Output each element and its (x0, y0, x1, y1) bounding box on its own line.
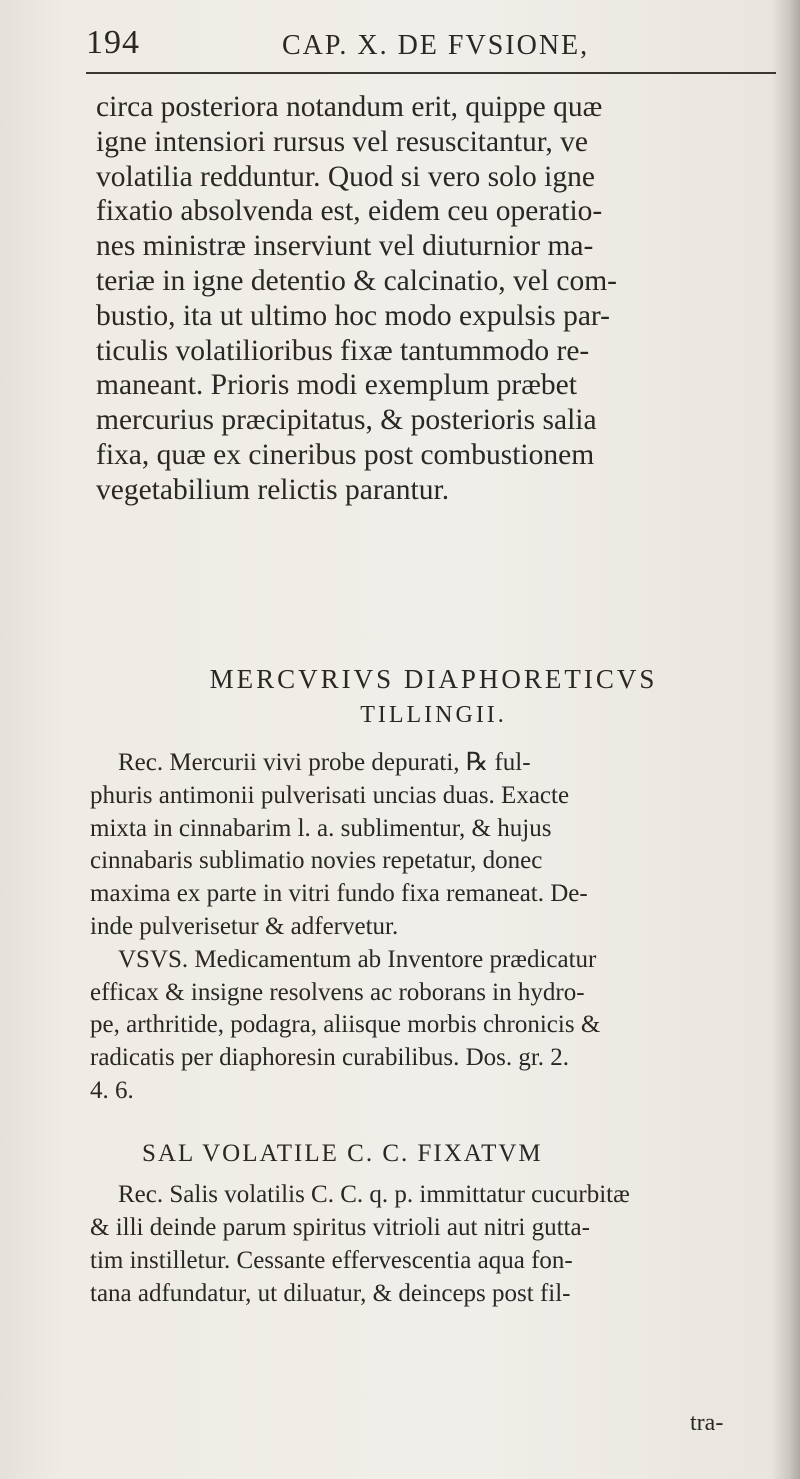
text-line: maneant. Prioris modi exemplum præbet (96, 369, 577, 402)
page-header (86, 18, 776, 68)
text-line: mercurius præcipitatus, & posterioris salia (96, 404, 597, 437)
text-line: ticulis volatilioribus fixæ tantummodo re- (96, 334, 590, 367)
section-subheading-tillingii: TILLINGII. (360, 702, 507, 728)
usus-line: VSVS. Medicamentum ab Inventore prædicatur (118, 945, 597, 973)
recipe-line: radicatis per diaphoresin curabilibus. Dos. gr. 2. (90, 1044, 570, 1072)
text-line: nes ministræ inserviunt vel diuturnior ma- (96, 230, 594, 263)
text-line: fixatio absolvenda est, eidem ceu operatio- (96, 195, 603, 228)
text-line: fixa, quæ ex cineribus post combustionem (96, 438, 595, 471)
text-line: teriæ in igne detentio & calcinatio, vel com- (96, 264, 618, 297)
recipe-mercurius (90, 747, 770, 1108)
catchword: tra- (690, 1410, 724, 1436)
recipe-line: pe, arthritide, podagra, aliisque morbis chronicis & (90, 1011, 601, 1039)
text-line: igne intensiori rursus vel resuscitantur, ve (96, 125, 589, 158)
recipe-line: Rec. Salis volatilis C. C. q. p. immittatur cucurbitæ (118, 1181, 630, 1208)
recipe-line: maxima ex parte in vitri fundo fixa remaneat. De- (90, 880, 588, 908)
recipe-line: cinnabaris sublimatio novies repetatur, donec (90, 847, 543, 875)
recipe-sal-volatile (90, 1178, 770, 1310)
text-line: volatilia redduntur. Quod si vero solo igne (96, 160, 595, 193)
recipe-line: inde pulverisetur & adfervetur. (90, 912, 399, 940)
recipe-line: Rec. Mercurii vivi probe depurati, ℞ ful- (118, 749, 531, 776)
text-line: vegetabilium relictis parantur. (96, 473, 450, 506)
main-paragraph (96, 90, 771, 508)
running-head: CAP. X. DE FVSIONE, (282, 30, 590, 61)
recipe-line: tana adfundatur, ut diluatur, & deinceps post fil- (90, 1280, 571, 1307)
recipe-line: & illi deinde parum spiritus vitrioli aut nitri gutta- (90, 1214, 590, 1241)
recipe-line: phuris antimonii pulverisati uncias duas. Exacte (90, 781, 570, 809)
recipe-line: mixta in cinnabarim l. a. sublimentur, & hujus (90, 814, 552, 842)
section-heading-sal-volatile: SAL VOLATILE C. C. FIXATVM (142, 1140, 543, 1167)
page-number: 194 (86, 24, 140, 61)
text-line: bustio, ita ut ultimo hoc modo expulsis par- (96, 299, 610, 332)
recipe-line: 4. 6. (90, 1076, 134, 1104)
recipe-line: efficax & insigne resolvens ac roborans in hydro- (90, 978, 585, 1006)
page-edge-shadow (772, 0, 800, 1479)
text-line: circa posteriora notandum erit, quippe quæ (96, 91, 603, 123)
recipe-line: tim instilletur. Cessante effervescentia aqua fon- (90, 1247, 573, 1274)
section-heading-mercurius: MERCVRIVS DIAPHORETICVS (209, 664, 658, 694)
header-rule (86, 72, 776, 74)
